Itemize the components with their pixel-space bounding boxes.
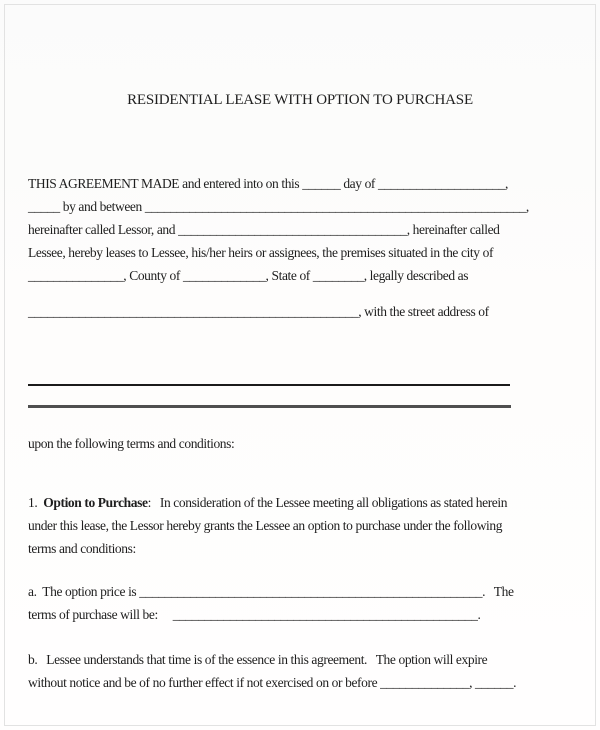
intro-line-5 <box>28 264 580 287</box>
item-a-line-1-text-2: . The <box>482 584 514 599</box>
blank-legal-description: ____________________________________________________ <box>28 304 359 319</box>
blank-county: _____________ <box>182 268 266 283</box>
item-b-line-1: b. Lessee understands that time is of the essence in this agreement. The option will expire <box>28 652 488 667</box>
section-1-number: 1. <box>28 495 44 510</box>
intro-paragraph <box>28 172 580 323</box>
blank-year: _____ <box>28 199 60 214</box>
intro-line-1-text-3: , <box>505 176 509 191</box>
section-1-line-3: terms and conditions: <box>28 541 136 556</box>
blank-expiry-date: ______________ <box>380 675 470 690</box>
intro-line-2 <box>28 195 580 218</box>
intro-line-6 <box>28 300 580 323</box>
item-a-option-price <box>28 580 580 626</box>
blank-lessor-name: ____________________________________________________________ <box>144 199 526 214</box>
intro-line-6-text-1: , with the street address of <box>358 304 489 319</box>
legal-description-blank-line-1 <box>28 384 510 386</box>
item-b-line-2-text-3: . <box>513 675 517 690</box>
blank-expiry-year: ______ <box>475 675 514 690</box>
intro-line-1-text-1: THIS AGREEMENT MADE and entered into on this <box>28 176 303 191</box>
item-a-line-2-text-2: . <box>477 607 481 622</box>
item-b-line-2 <box>28 671 580 694</box>
intro-line-2-text-2: , <box>525 199 529 214</box>
item-a-line-2-text-1: terms of purchase will be: <box>28 607 173 622</box>
section-1-heading: Option to Purchase <box>43 495 148 510</box>
intro-line-1-text-2: day of <box>340 176 379 191</box>
blank-month: ____________________ <box>378 176 506 191</box>
intro-line-4-text-1: Lessee, hereby leases to Lessee, his/her heirs or assignees, the premises situated in the city of <box>28 245 494 260</box>
intro-line-5-text-1: , County of <box>123 268 183 283</box>
blank-state: ________ <box>312 268 364 283</box>
terms-lead-in <box>28 432 580 455</box>
intro-line-3-text-1: hereinafter called Lessor, and <box>28 222 179 237</box>
intro-line-4 <box>28 241 580 264</box>
legal-description-blank-line-2 <box>28 405 511 408</box>
terms-lead-in-line: upon the following terms and conditions: <box>28 436 235 451</box>
intro-line-3-text-2: , hereinafter called <box>406 222 500 237</box>
section-1-option-to-purchase <box>28 491 580 560</box>
blank-purchase-terms: ________________________________________________ <box>172 607 478 622</box>
intro-line-1 <box>28 172 580 195</box>
section-1-line-2: under this lease, the Lessor hereby grants the Lessee an option to purchase under the following <box>28 518 503 533</box>
item-a-line-2 <box>28 603 580 626</box>
item-a-line-1 <box>28 580 580 603</box>
item-b-line-2-text-1: without notice and be of no further effect if not exercised on or before <box>28 675 381 690</box>
blank-option-price: ______________________________________________________ <box>139 584 483 599</box>
blank-day: ______ <box>302 176 341 191</box>
section-1-line-1-rest: : In consideration of the Lessee meeting all obligations as stated herein <box>147 495 508 510</box>
intro-line-5-text-3: , legally described as <box>363 268 469 283</box>
blank-lessee-name: ____________________________________ <box>178 222 407 237</box>
document-title: RESIDENTIAL LEASE WITH OPTION TO PURCHASE <box>127 92 473 108</box>
intro-line-2-text-1: by and between <box>59 199 145 214</box>
intro-line-3 <box>28 218 580 241</box>
section-1-line-1 <box>28 491 580 514</box>
item-a-line-1-text-1: a. The option price is <box>28 584 140 599</box>
intro-line-5-text-2: , State of <box>265 268 313 283</box>
item-b-line-2-text-2: , <box>469 675 476 690</box>
blank-city: _______________ <box>28 268 124 283</box>
item-b-time-of-essence <box>28 648 580 694</box>
